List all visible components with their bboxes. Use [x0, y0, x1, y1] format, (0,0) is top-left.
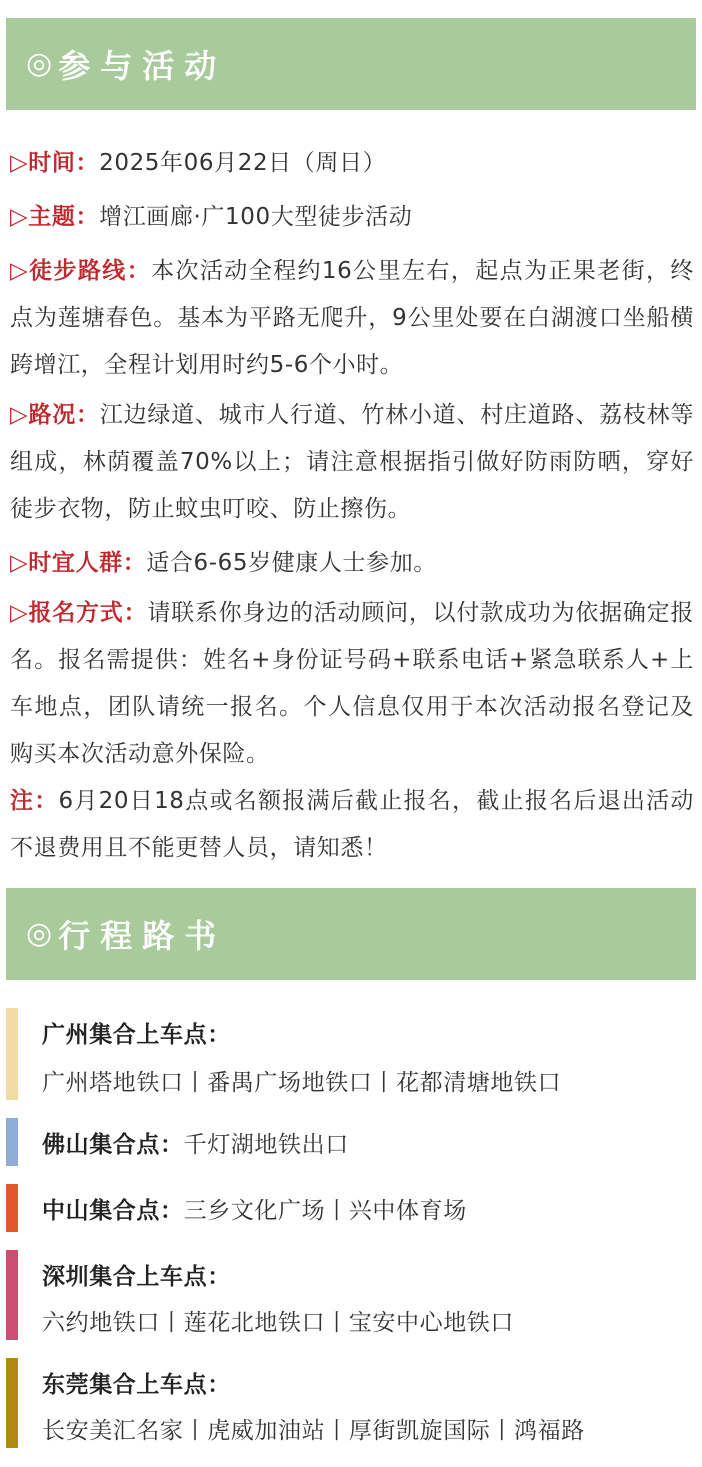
info-note — [10, 778, 694, 872]
info-label: 时宜人群： — [28, 550, 147, 576]
info-road — [10, 392, 694, 533]
info-value: 2025年06月22日（周日） — [99, 150, 387, 176]
color-bar — [6, 1008, 18, 1100]
info-label: 报名方式： — [28, 600, 148, 626]
meeting-point-title: 广州集合上车点： — [42, 1022, 231, 1048]
section-header-participate — [6, 18, 696, 110]
meeting-point-title: 中山集合点： — [42, 1198, 184, 1224]
meeting-point-foshan — [6, 1118, 696, 1166]
info-time — [10, 140, 694, 187]
section-title: 行程路书 — [58, 917, 227, 955]
meeting-point-places: 广州塔地铁口丨番禺广场地铁口丨花都清塘地铁口 — [42, 1070, 562, 1096]
info-value: 适合6-65岁健康人士参加。 — [146, 550, 437, 576]
meeting-point-dongguan — [6, 1358, 696, 1448]
triangle-icon: ▷ — [10, 600, 29, 626]
color-bar — [6, 1118, 18, 1166]
info-signup — [10, 590, 694, 778]
info-value: 本次活动全程约16公里左右，起点为正果老街，终点为莲塘春色。基本为平路无爬升，9公里处要在白湖渡口坐船横跨增江，全程计划用时约5-6个小时。 — [10, 258, 694, 378]
meeting-point-title: 东莞集合上车点： — [42, 1372, 231, 1398]
info-crowd — [10, 540, 694, 587]
info-label: 徒步路线： — [29, 258, 152, 284]
info-label: 注： — [10, 788, 59, 814]
triangle-icon: ▷ — [10, 258, 30, 284]
info-route — [10, 248, 694, 389]
section-title: 参与活动 — [58, 47, 227, 85]
meeting-point-guangzhou — [6, 1008, 696, 1100]
color-bar — [6, 1184, 18, 1232]
info-value: 6月20日18点或名额报满后截止报名，截止报名后退出活动不退费用且不能更替人员，请知悉！ — [10, 788, 695, 861]
meeting-point-places: 千灯湖地铁出口 — [183, 1132, 349, 1158]
meeting-point-places: 六约地铁口丨莲花北地铁口丨宝安中心地铁口 — [42, 1310, 514, 1336]
info-value: 增江画廊·广100大型徒步活动 — [99, 204, 413, 230]
meeting-point-places: 三乡文化广场丨兴中体育场 — [183, 1198, 467, 1224]
info-label: 时间： — [28, 150, 100, 176]
triangle-icon: ▷ — [10, 402, 29, 428]
color-bar — [6, 1358, 18, 1448]
bullseye-icon: ◎ — [26, 46, 53, 81]
meeting-point-title: 佛山集合点： — [42, 1132, 184, 1158]
info-value: 江边绿道、城市人行道、竹林小道、村庄道路、荔枝林等组成，林荫覆盖70%以上；请注意根据指引做好防雨防晒，穿好徒步衣物，防止蚊虫叮咬、防止擦伤。 — [10, 402, 694, 522]
color-bar — [6, 1250, 18, 1340]
info-label: 主题： — [28, 204, 100, 230]
meeting-point-shenzhen — [6, 1250, 696, 1340]
info-value: 请联系你身边的活动顾问，以付款成功为依据确定报名。报名需提供：姓名+身份证号码+联系电话+紧急联系人+上车地点，团队请统一报名。个人信息仅用于本次活动报名登记及购买本次活动意外保险。 — [10, 600, 694, 767]
meeting-point-places: 长安美汇名家丨虎威加油站丨厚街凯旋国际丨鸿福路 — [42, 1418, 585, 1444]
triangle-icon: ▷ — [10, 550, 29, 576]
info-theme — [10, 194, 694, 241]
meeting-point-line — [42, 1192, 467, 1225]
meeting-point-zhongshan — [6, 1184, 696, 1232]
meeting-point-line — [42, 1126, 349, 1159]
section-header-itinerary — [6, 888, 696, 980]
meeting-point-title: 深圳集合上车点： — [42, 1264, 231, 1290]
triangle-icon: ▷ — [10, 150, 29, 176]
triangle-icon: ▷ — [10, 204, 29, 230]
bullseye-icon: ◎ — [26, 916, 53, 951]
info-label: 路况： — [28, 402, 100, 428]
